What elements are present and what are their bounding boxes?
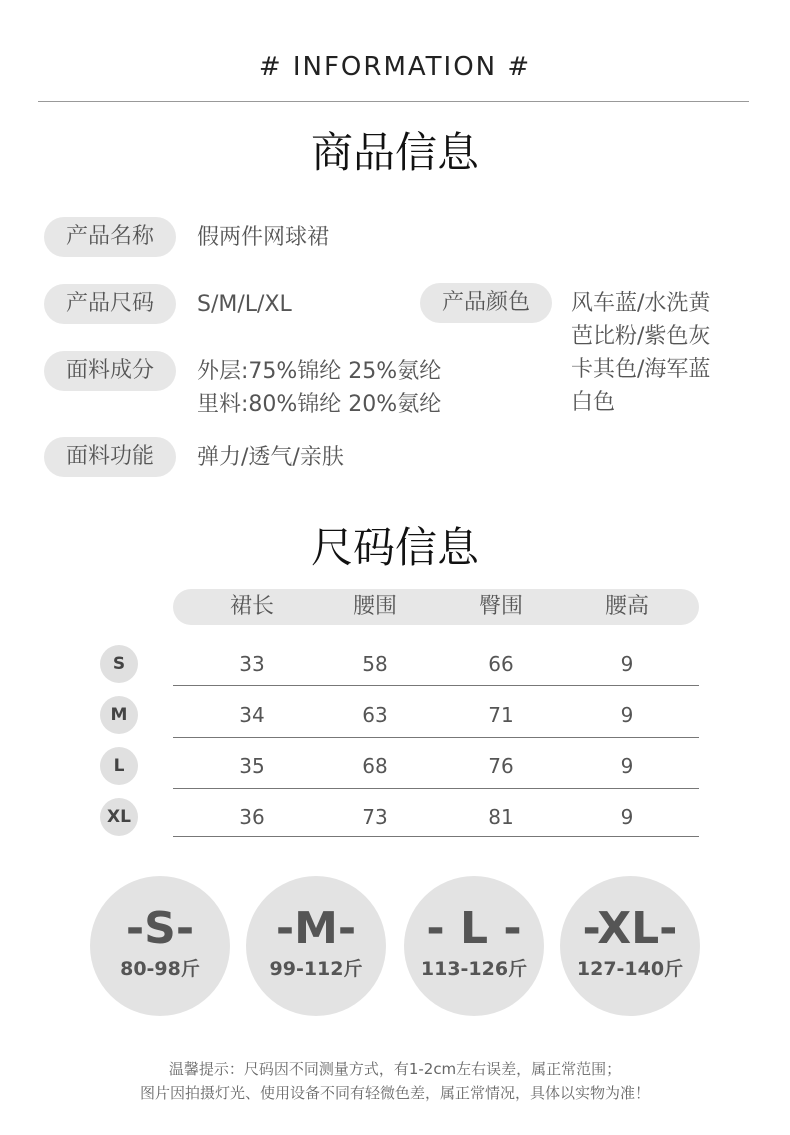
information-header: # INFORMATION # xyxy=(258,52,532,82)
weight-range: 80-98斤 xyxy=(120,958,200,980)
table-cell: 9 xyxy=(620,805,634,829)
table-cell: 76 xyxy=(488,754,514,778)
weight-range: 99-112斤 xyxy=(269,958,363,980)
product-color-label: 产品颜色 xyxy=(420,283,552,323)
column-header: 裙长 xyxy=(229,594,274,619)
product-info-title: 商品信息 xyxy=(310,128,479,177)
table-cell: 36 xyxy=(239,805,265,829)
weight-range: 127-140斤 xyxy=(576,958,684,980)
product-name-value: 假两件网球裙 xyxy=(197,225,330,250)
table-row xyxy=(0,800,790,834)
weight-size-label: -S- xyxy=(125,903,195,954)
table-cell: 9 xyxy=(620,754,634,778)
size-badge: M xyxy=(100,696,138,734)
product-name-label: 产品名称 xyxy=(44,217,176,257)
weight-guide-xl xyxy=(560,876,700,1016)
table-cell: 58 xyxy=(362,652,388,676)
size-info-title: 尺码信息 xyxy=(310,523,479,572)
column-header: 腰高 xyxy=(604,594,649,619)
table-cell: 9 xyxy=(620,703,634,727)
color-line: 芭比粉/紫色灰 xyxy=(571,324,711,349)
function-label: 面料功能 xyxy=(44,437,176,477)
table-cell: 81 xyxy=(488,805,514,829)
size-badge: L xyxy=(100,747,138,785)
row-divider xyxy=(173,685,699,686)
size-badge: XL xyxy=(100,798,138,836)
size-badge: S xyxy=(100,645,138,683)
color-line: 白色 xyxy=(571,390,616,415)
weight-size-label: - L - xyxy=(426,903,522,954)
color-line: 卡其色/海军蓝 xyxy=(571,357,711,382)
table-cell: 9 xyxy=(620,652,634,676)
row-divider xyxy=(173,788,699,789)
row-divider xyxy=(173,836,699,837)
table-row xyxy=(0,749,790,783)
product-size-value: S/M/L/XL xyxy=(197,292,292,317)
table-cell: 63 xyxy=(362,703,388,727)
column-header: 臀围 xyxy=(478,594,523,619)
table-cell: 68 xyxy=(362,754,388,778)
fabric-value xyxy=(197,355,441,421)
fabric-label: 面料成分 xyxy=(44,351,176,391)
weight-guide-m xyxy=(246,876,386,1016)
note-line: 温馨提示：尺码因不同测量方式，有1-2cm左右误差，属正常范围； xyxy=(168,1060,622,1078)
fabric-line: 外层:75%锦纶 25%氨纶 xyxy=(197,359,442,384)
weight-guide-l xyxy=(404,876,544,1016)
size-table-header xyxy=(173,589,699,625)
table-cell: 34 xyxy=(239,703,265,727)
weight-size-label: -M- xyxy=(275,903,357,954)
header-divider xyxy=(38,101,749,102)
product-color-list xyxy=(571,287,710,419)
table-cell: 33 xyxy=(239,652,265,676)
table-row xyxy=(0,698,790,732)
table-cell: 71 xyxy=(488,703,514,727)
function-value: 弹力/透气/亲肤 xyxy=(197,445,344,470)
weight-guide-s xyxy=(90,876,230,1016)
weight-range: 113-126斤 xyxy=(420,958,528,980)
weight-size-label: -XL- xyxy=(582,903,678,954)
row-divider xyxy=(173,737,699,738)
column-header: 腰围 xyxy=(352,594,397,619)
table-cell: 73 xyxy=(362,805,388,829)
note-line: 图片因拍摄灯光、使用设备不同有轻微色差，属正常情况，具体以实物为准！ xyxy=(139,1084,650,1102)
color-line: 风车蓝/水洗黄 xyxy=(571,291,711,316)
product-size-label: 产品尺码 xyxy=(44,284,176,324)
table-cell: 35 xyxy=(239,754,265,778)
table-cell: 66 xyxy=(488,652,514,676)
table-row xyxy=(0,647,790,681)
fabric-line: 里料:80%锦纶 20%氨纶 xyxy=(197,392,442,417)
